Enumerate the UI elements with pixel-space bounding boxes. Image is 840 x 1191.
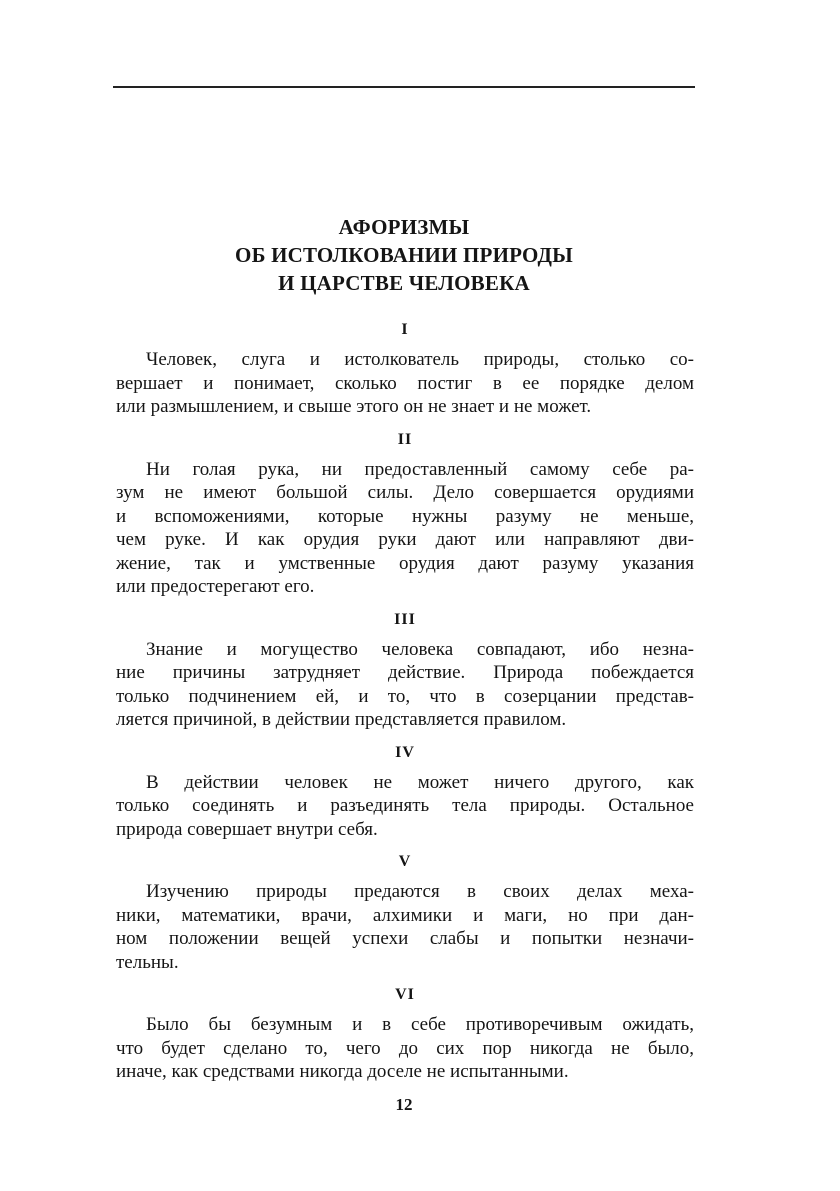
text-line: тельны. [116,951,179,973]
title-line: ОБ ИСТОЛКОВАНИИ ПРИРОДЫ [235,243,573,267]
text-line: жение, так и умственные орудия дают разуму указания [116,552,694,574]
text-line: только соединять и разъединять тела природы. Остальное [116,795,694,816]
text-line: что будет сделано то, чего до сих пор никогда не было, [116,1037,694,1059]
text-line: ники, математики, врачи, алхимики и маги, но при дан- [116,904,694,926]
aphorism-numeral: IV [395,743,415,761]
text-line: Изучению природы предаются в своих делах меха- [146,881,694,902]
aphorism-numeral: I [401,321,409,338]
text-line: только подчинением ей, и то, что в созерцании представ- [116,685,694,707]
text-line: или размышлением, и свыше этого он не знает и не может. [116,396,592,417]
text-line: Человек, слуга и истолкователь природы, столько со- [146,349,694,370]
aphorism-text [116,880,694,974]
text-line: иначе, как средствами никогда доселе не испытанными. [116,1061,569,1082]
aphorism-section [116,320,694,419]
aphorism-section [116,610,694,732]
title-line: АФОРИЗМЫ [338,215,470,239]
aphorism-numeral: VI [395,986,415,1003]
aphorism-section [116,985,694,1084]
aphorism-text [116,771,694,842]
text-line: ном положении вещей успехи слабы и попытки незначи- [116,928,694,949]
text-line: Знание и могущество человека совпадают, ибо незна- [146,638,694,660]
title-line: И ЦАРСТВЕ ЧЕЛОВЕКА [278,271,530,295]
aphorism-text [116,458,694,599]
text-line: Ни голая рука, ни предоставленный самому себе ра- [146,458,694,480]
text-line: или предостерегают его. [116,576,315,597]
aphorisms-body [116,320,694,1095]
aphorism-numeral: III [394,610,416,628]
text-line: вершает и понимает, сколько постиг в ее порядке делом [116,372,694,394]
text-line: ние причины затрудняет действие. Природа побеждается [116,662,694,683]
aphorism-numeral: II [397,430,413,448]
aphorism-numeral: V [398,853,412,870]
text-line: ляется причиной, в действии представляется правилом. [116,709,567,730]
aphorism-section [116,852,694,974]
aphorism-section [116,430,694,599]
text-line: зум не имеют большой силы. Дело совершается орудиями [116,482,694,503]
aphorism-section [116,743,694,842]
aphorism-text [116,348,694,419]
text-line: чем руке. И как орудия руки дают или направляют дви- [116,529,694,550]
aphorism-text [116,638,694,732]
text-line: и вспоможениями, которые нужны разуму не меньше, [116,505,694,527]
page-number: 12 [395,1095,413,1114]
text-line: Было бы безумным и в себе противоречивым ожидать, [146,1014,694,1035]
top-rule [113,86,695,88]
text-line: В действии человек не может ничего другого, как [146,771,694,793]
chapter-title [113,213,695,297]
aphorism-text [116,1013,694,1084]
text-line: природа совершает внутри себя. [116,818,378,840]
